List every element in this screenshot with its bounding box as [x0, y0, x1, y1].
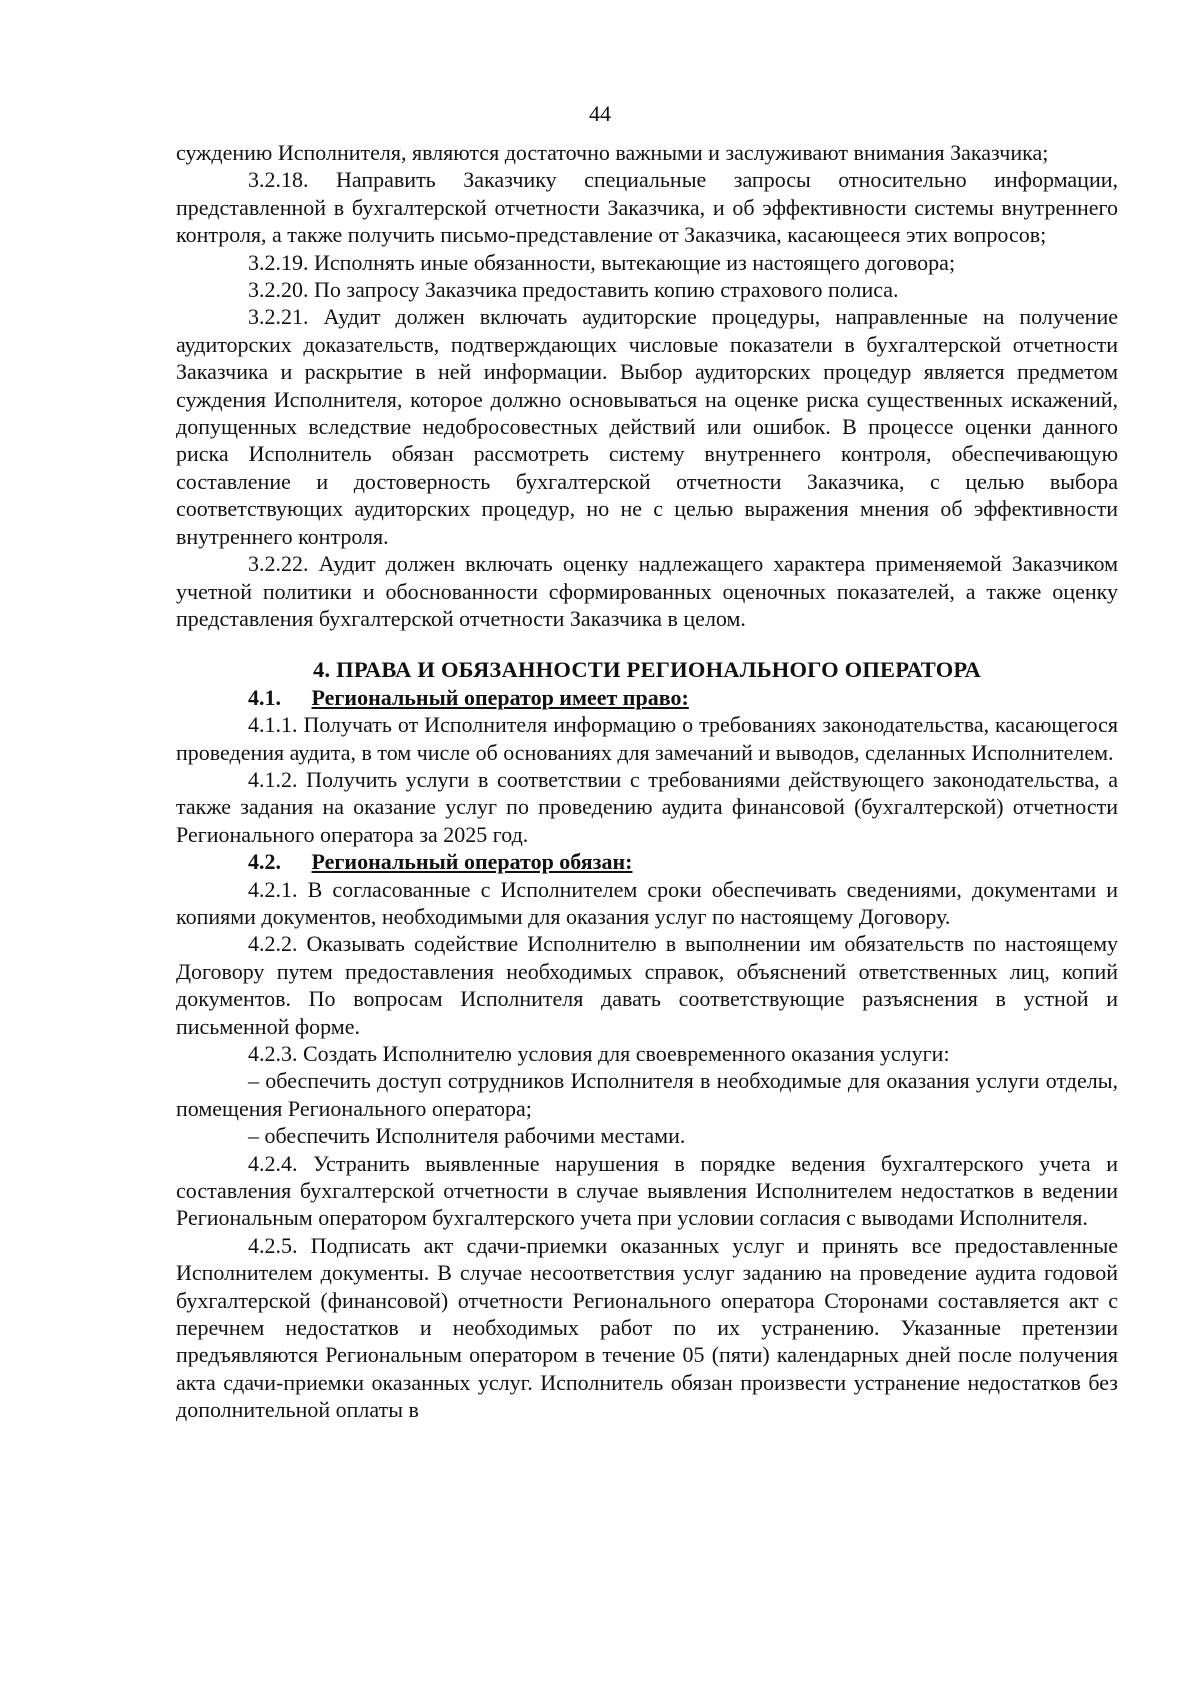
paragraph-3-2-22: 3.2.22. Аудит должен включать оценку надлежащего характера применяемой Заказчиком учетной политики и обоснованности сформированных оценочных показателей, а также оценку представления бухгалтерской отчетности Заказчика в целом. [176, 551, 1118, 631]
subsection-4-2-heading [176, 848, 1118, 875]
paragraph-continuation: суждению Исполнителя, являются достаточно важными и заслуживают внимания Заказчика; [176, 140, 1049, 165]
subsection-4-1-number: 4.1. [248, 684, 281, 710]
paragraph-4-1-2: 4.1.2. Получить услуги в соответствии с требованиями действующего законодательства, а также задания на оказание услуг по проведению аудита финансовой (бухгалтерской) отчетности Регионального оператора за 2025 год. [176, 766, 1118, 847]
paragraph-3-2-19: 3.2.19. Исполнять иные обязанности, вытекающие из настоящего договора; [248, 249, 956, 275]
paragraph-4-2-1: 4.2.1. В согласованные с Исполнителем сроки обеспечивать сведениями, документами и копиями документов, необходимыми для оказания услуг по настоящему Договору. [176, 876, 1118, 929]
subsection-4-2-title: Региональный оператор обязан: [311, 849, 633, 875]
paragraph-4-2-3: 4.2.3. Создать Исполнителю условия для своевременного оказания услуги: [248, 1041, 950, 1066]
paragraph-4-2-5: 4.2.5. Подписать акт сдачи-приемки оказанных услуг и принять все предоставленные Исполнителем документы. В случае несоответствия услуг заданию на проведение аудита годовой бухгалтерской (финансовой) отчетности Регионального оператора Сторонами составляется акт с перечнем недостатков и необходимых работ по их устранению. Указанные претензии предъявляются Региональным оператором в течение 05 (пяти) календарных дней после получения акта сдачи-приемки оказанных услуг. Исполнитель обязан произвести устранение недостатков без дополнительной оплаты в [176, 1232, 1118, 1423]
paragraph-4-2-2: 4.2.2. Оказывать содействие Исполнителю в выполнении им обязательств по настоящему Договору путем предоставления необходимых справок, объяснений ответственных лиц, копий документов. По вопросам Исполнителя давать соответствующие разъяснения в устной и письменной форме. [176, 931, 1118, 1039]
paragraph-3-2-18: 3.2.18. Направить Заказчику специальные запросы относительно информации, представленной в бухгалтерской отчетности Заказчика, и об эффективности системы внутреннего контроля, а также получить письмо-представление от Заказчика, касающееся этих вопросов; [176, 167, 1118, 248]
section-4-title: 4. ПРАВА И ОБЯЗАННОСТИ РЕГИОНАЛЬНОГО ОПЕРАТОРА [313, 657, 981, 683]
list-item-dash-1: – обеспечить доступ сотрудников Исполнителя в необходимые для оказания услуги отделы, помещения Регионального оператора; [176, 1068, 1118, 1121]
paragraph-3-2-21: 3.2.21. Аудит должен включать аудиторские процедуры, направленные на получение аудиторских доказательств, подтверждающих числовые показатели в бухгалтерской отчетности Заказчика и раскрытие в ней информации. Выбор аудиторских процедур является предметом суждения Исполнителя, которое должно основываться на оценке риска существенных искажений, допущенных вследствие недобросовестных действий или ошибок. В процессе оценки данного риска Исполнитель обязан рассмотреть систему внутреннего контроля, обеспечивающую составление и достоверность бухгалтерской отчетности Заказчика, с целью выбора соответствующих аудиторских процедур, но не с целью выражения мнения об эффективности внутреннего контроля. [176, 304, 1118, 549]
paragraph-4-2-4: 4.2.4. Устранить выявленные нарушения в порядке ведения бухгалтерского учета и составления бухгалтерской отчетности в случае выявления Исполнителем недостатков в ведении Региональным оператором бухгалтерского учета при условии согласия с выводами Исполнителя. [176, 1150, 1118, 1231]
subsection-4-1-title: Региональный оператор имеет право: [311, 684, 689, 710]
page-number: 44 [589, 101, 611, 126]
paragraph-4-1-1: 4.1.1. Получать от Исполнителя информацию о требованиях законодательства, касающегося проведения аудита, в том числе об основаниях для замечаний и выводов, сделанных Исполнителем. [176, 712, 1118, 765]
subsection-4-2-number: 4.2. [248, 849, 281, 875]
document-body [176, 139, 1118, 1424]
subsection-4-1-heading [176, 684, 1118, 711]
list-item-dash-2: – обеспечить Исполнителя рабочими местами. [248, 1123, 686, 1149]
paragraph-3-2-20: 3.2.20. По запросу Заказчика предоставить копию страхового полиса. [248, 277, 899, 303]
